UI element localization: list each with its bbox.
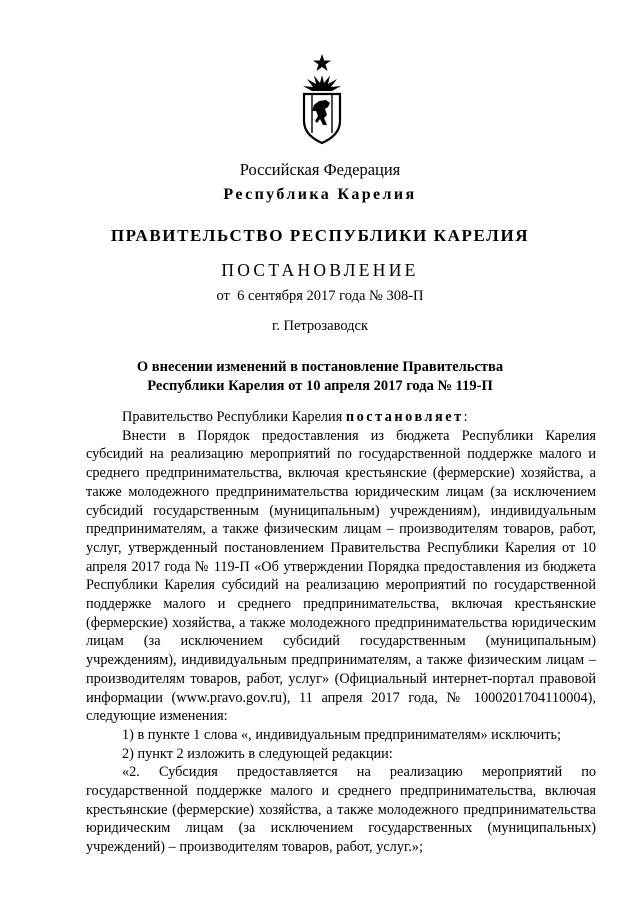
government-name: ПРАВИТЕЛЬСТВО РЕСПУБЛИКИ КАРЕЛИЯ — [110, 226, 530, 245]
intro-paragraph — [86, 408, 596, 427]
intro-emphasis: постановляет — [345, 409, 464, 425]
intro-prefix: Правительство Республики Карелия — [122, 409, 346, 425]
quoted-paragraph: «2. Субсидия предоставляется на реализацию мероприятий по государственной поддержке малого и среднего предпринимательства, включая крестьянские (фермерские) хозяйства, а также молодежного предпринимательства юридическим лицам (за исключением государственных (муниципальных) учреждений) – производителям товаров, работ, услуг.»; — [86, 764, 596, 856]
document-type: ПОСТАНОВЛЕНИЕ — [221, 260, 419, 280]
city-name: г. Петрозаводск — [271, 318, 369, 334]
republic-name: Республика Карелия — [223, 186, 417, 203]
list-item: 1) в пункте 1 слова «, индивидуальным предпринимателям» исключить; — [122, 726, 561, 743]
document-title — [0, 358, 640, 396]
intro-suffix: : — [463, 409, 468, 425]
main-paragraph: Внести в Порядок предоставления из бюджета Республики Карелия субсидий на реализацию мероприятий по государственной поддержке малого и среднего предпринимательства, включая крестьянские (фермерские) хозяйства, а также молодежного предпринимательства юридическим лицам (за исключением субсидий государственным (муниципальным) учреждениям), индивидуальным предпринимателям, а также физическим лицам – производителям товаров, работ, услуг, утвержденный постановлением Правительства Республики Карелия от 10 апреля 2017 года № 119-П «Об утверждении Порядка предоставления из бюджета Республики Карелия субсидий на реализацию мероприятий по государственной поддержке малого и среднего предпринимательства, включая крестьянские (фермерские) хозяйства, а также молодежного предпринимательства юридическим лицам (за исключением субсидий государственным (муниципальным) учреждениям), индивидуальным предпринимателям, а также физическим лицам – производителям товаров, работ, услуг» (Официальный интернет-портал правовой информации (www.pravo.gov.ru), 11 апреля 2017 года, № 1000201704110004), следующие изменения: — [86, 427, 596, 725]
karelia-coat-of-arms-icon — [297, 53, 347, 146]
document-title-line: Республики Карелия от 10 апреля 2017 года № 119-П — [147, 378, 493, 394]
document-body — [86, 408, 596, 857]
country-name: Российская Федерация — [239, 160, 401, 179]
list-item: 2) пункт 2 изложить в следующей редакции: — [122, 745, 393, 762]
document-date-number: от 6 сентября 2017 года № 308-П — [216, 288, 424, 304]
document-title-line: О внесении изменений в постановление Правительства — [136, 359, 504, 375]
